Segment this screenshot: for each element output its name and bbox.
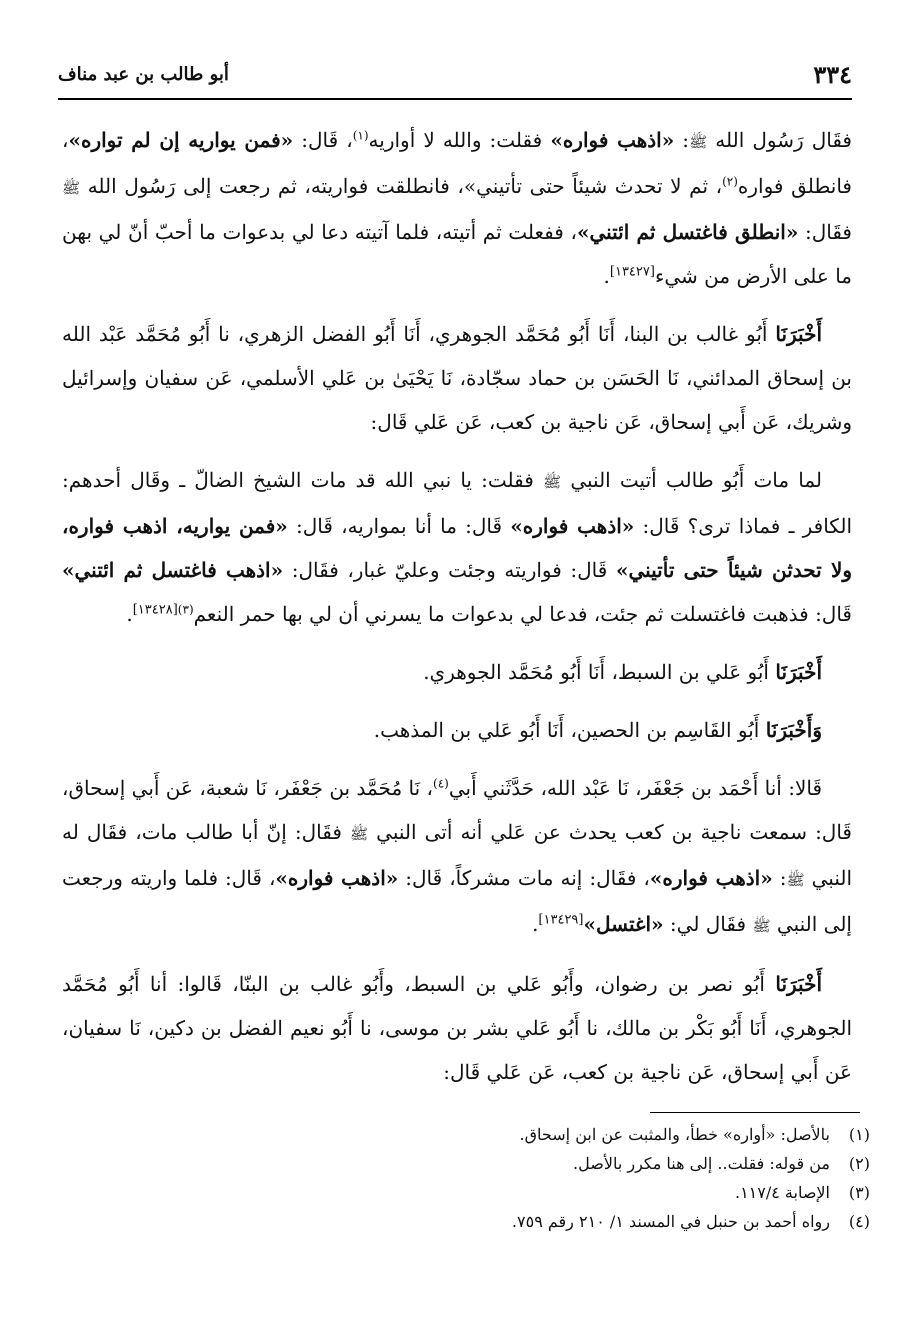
text-run: فقلت: يا نبي الله قد مات الشيخ الضالّ ـ وقَال أحدهم: الكافر ـ فماذا ترى؟ قَال: (62, 468, 853, 538)
text-run: قَالا: أنا أَحْمَد بن جَعْفَر، نَا عَبْد الله، حَدَّثَني أَبي (448, 776, 822, 800)
quote-bold: «فمن يواريه إن لم تواره» (68, 128, 294, 152)
main-text (62, 118, 852, 1108)
text-run: قَال: فذهبت فاغتسلت ثم جئت، فدعا لي بدعوات ما يسرني أن لي بها حمر النعم (193, 602, 852, 626)
salla-glyph: ﷺ (349, 825, 369, 843)
footnote-number: (٢) (848, 1154, 870, 1173)
footnote-number: (١) (848, 1125, 870, 1144)
text-run: ، فانطلق فواره (62, 128, 852, 198)
quote-bold: «اذهب فواره» (275, 866, 399, 890)
text-run: ، قَال: (293, 128, 353, 152)
footnote-item (200, 1178, 870, 1207)
text-run: أَبُو نصر بن رضوان، وأَبُو عَلي بن السبط، وأَبُو غالب بن البنّا، قَالوا: أنا أَبُو مُحَمَّد الجوهري، أَنَا أَبُو بَكْر بن مالك، نا أَبُو عَلي بشر بن موسى، نا أَبُو نعيم الفضل بن دكين، نَا سفيان، عَن أَبي إسحاق، عَن ناجية بن كعب، عَن عَلي قَال: (62, 972, 852, 1084)
text-run: . (532, 912, 539, 936)
salla-glyph: ﷺ (62, 179, 81, 197)
quote-bold: «اذهب فواره» (510, 514, 635, 538)
text-run: أَبُو القَاسِم بن الحصين، أَنَا أَبُو عَلي بن المذهب. (373, 718, 766, 742)
text-run: أَبُو عَلي بن السبط، أَنَا أَبُو مُحَمَّد الجوهري. (423, 660, 776, 684)
footnote-text: رواه أحمد بن حنبل في المسند ١/ ٢١٠ رقم ٧٥٩. (511, 1212, 830, 1231)
isnad-lead: وَأَخْبَرَنَا (765, 718, 822, 742)
hadith-number: [١٣٤٢٧] (609, 264, 655, 280)
paragraph-3 (62, 458, 852, 636)
footnote-text: الإصابة ١١٧/٤. (734, 1183, 830, 1202)
paragraph-6 (62, 766, 852, 948)
footnote-marker: (٢) (722, 174, 738, 189)
text-run: لما مات أَبُو طالب أتيت النبي (570, 468, 823, 492)
salla-glyph: ﷺ (689, 133, 708, 151)
text-run: ، قَال: فلما واريته ورجعت إلى النبي (62, 866, 852, 936)
text-run: فقَال: (798, 220, 852, 244)
text-run: فقَال: إنّ أبا طالب مات، فقَال له النبي (62, 820, 853, 890)
footnote-item (200, 1120, 870, 1149)
text-run: : (772, 866, 787, 890)
paragraph-2 (62, 312, 852, 444)
text-run: فقَال لي: (663, 912, 753, 936)
paragraph-5 (62, 708, 852, 752)
salla-glyph: ﷺ (543, 473, 562, 491)
footnote-rule (650, 1112, 860, 1113)
quote-bold: «انطلق فاغتسل ثم ائتني» (576, 220, 799, 244)
paragraph-4 (62, 650, 852, 694)
text-run: : (674, 128, 690, 152)
footnote-text: بالأصل: «أواره» خطأ، والمثبت عن ابن إسحاق. (519, 1125, 830, 1144)
hadith-number: [١٣٤٢٩] (538, 912, 584, 928)
text-run: أَبُو غالب بن البنا، أَنَا أَبُو مُحَمَّد الجوهري، أَنَا أَبُو الفضل الزهري، نا أَبُو مُحَمَّد عَبْد الله بن إسحاق المدائني، نَا الحَسَن بن حماد سجّادة، نَا يَحْيَىٰ بن عَلي الأسلمي، عَن سفيان وإسرائيل وشريك، عَن أَبي إسحاق، عَن ناجية بن كعب، عَن عَلي قَال: (62, 322, 852, 434)
text-run: ، فقَال: إنه مات مشركاً، قَال: (398, 866, 650, 890)
paragraph-7 (62, 962, 852, 1094)
text-run: ، ففعلت ثم أتيته، فلما آتيته دعا لي بدعوات ما أحبّ أنّ لي بهن ما على الأرض من شيء (62, 220, 852, 288)
text-run: فقَال رَسُول الله (715, 128, 852, 152)
isnad-lead: أَخْبَرَنَا (775, 322, 822, 346)
quote-bold: «اذهب فواره» (550, 128, 675, 152)
running-title: أبو طالب بن عبد مناف (58, 64, 229, 85)
salla-glyph: ﷺ (786, 871, 805, 889)
text-run: . (603, 264, 610, 288)
footnote-marker: (٣) (177, 602, 194, 617)
text-run: قَال: فواريته وجئت وعليّ غبار، فقَال: (283, 558, 616, 582)
quote-bold: «فمن يواريه، اذهب فواره، ولا تحدثن شيئاً حتى تأتيني» (62, 514, 853, 582)
footnote-item (200, 1207, 870, 1236)
footnote-text: من قوله: فقلت.. إلى هنا مكرر بالأصل. (573, 1154, 830, 1173)
text-run: قَال: ما أنا بمواريه، قَال: (287, 514, 511, 538)
isnad-lead: أَخْبَرَنَا (775, 972, 822, 996)
salla-glyph: ﷺ (752, 917, 771, 935)
footnote-marker: (١) (352, 128, 369, 143)
footnote-marker: (٤) (433, 776, 449, 791)
footnote-item (200, 1149, 870, 1178)
isnad-lead: أَخْبَرَنَا (775, 660, 822, 684)
footnotes (200, 1120, 870, 1236)
paragraph-1 (62, 118, 852, 298)
hadith-number: [١٣٤٢٨] (132, 602, 178, 618)
footnote-number: (٤) (848, 1212, 870, 1231)
header-rule (58, 98, 852, 100)
text-run: ، ثم لا تحدث شيئاً حتى تأتيني»، فانطلقت فواريته، ثم رجعت إلى رَسُول الله (87, 174, 723, 198)
page-header (58, 56, 852, 94)
quote-bold: «اذهب فواره» (649, 866, 773, 890)
text-run: ، نَا مُحَمَّد بن جَعْفَر، نَا شعبة، عَن أَبي إسحاق، قَال: سمعت ناجية بن كعب يحدث عن عَلي أنه أتى النبي (62, 776, 852, 844)
quote-bold: «اذهب فاغتسل ثم ائتني» (62, 558, 284, 582)
page-number: ٣٣٤ (813, 60, 852, 89)
text-run: . (126, 602, 133, 626)
text-run: فقلت: والله لا أواريه (368, 128, 551, 152)
footnote-number: (٣) (848, 1183, 870, 1202)
quote-bold: «اغتسل» (583, 912, 664, 936)
